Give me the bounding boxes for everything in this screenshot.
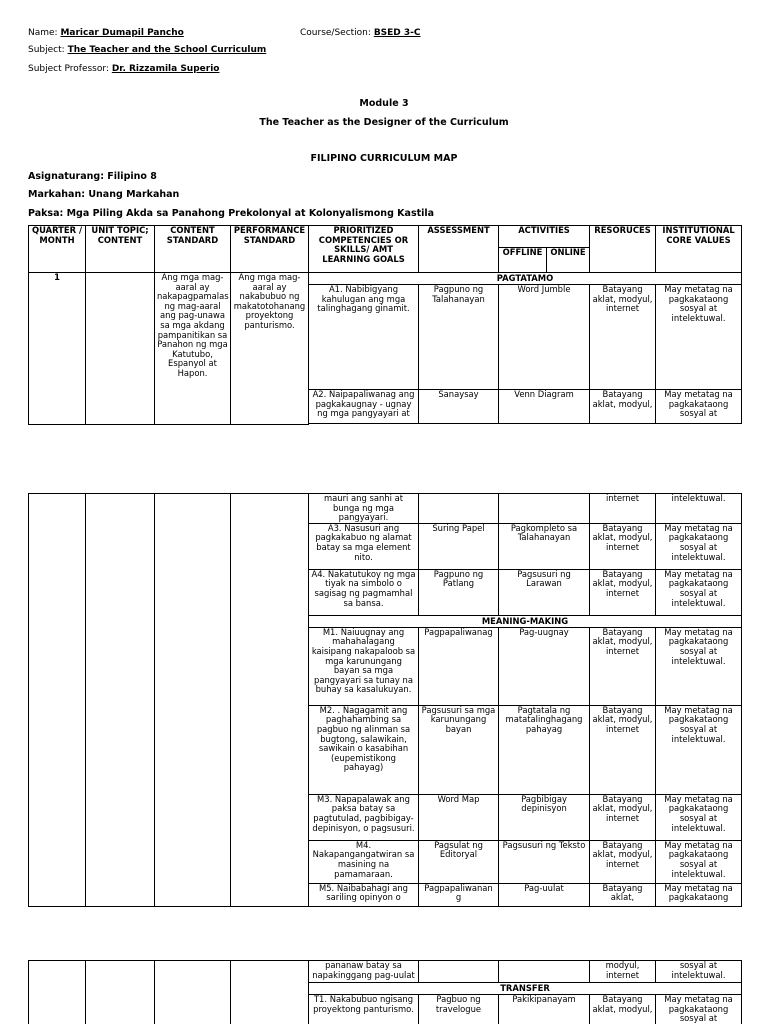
resources-cell: Batayang aklat, modyul, internet: [590, 705, 656, 794]
competency-cell: M1. Naiuugnay ang mahahalagang kaisipang nakapaloob sa mga karunungang bayan sa mga pangyayari sa tunay na buhay sa kasalukuyan.: [309, 627, 419, 705]
resources-cell: Batayang aklat, modyul, internet: [590, 569, 656, 615]
content-standard-cell: [155, 961, 231, 1024]
activity-cell: Pagbibigay depinisyon: [499, 794, 590, 840]
student-name: Maricar Dumapil Pancho: [60, 28, 184, 38]
professor-name: Dr. Rizzamila Superio: [111, 64, 220, 74]
curriculum-map-title: FILIPINO CURRICULUM MAP: [310, 153, 458, 164]
resources-cell: internet: [590, 494, 656, 524]
header-online: ONLINE: [547, 248, 590, 273]
curriculum-table-page-2: [28, 493, 742, 907]
section-meaning-making: MEANING-MAKING: [309, 615, 742, 627]
quarter-cell: 1: [29, 273, 86, 425]
core-values-cell: May metatag na pagkakataong sosyal at intelektuwal.: [656, 285, 742, 390]
subject-label: Subject:: [28, 45, 65, 55]
performance-standard-cell: [231, 494, 309, 907]
core-values-cell: May metatag na pagkakataong sosyal at: [656, 995, 742, 1024]
competency-cell: mauri ang sanhi at bunga ng mga pangyayari.: [309, 494, 419, 524]
activity-cell: [499, 494, 590, 524]
competency-cell: M3. Napapalawak ang paksa batay sa pagtutulad, pagbibigay-depinisyon, o pagsusuri.: [309, 794, 419, 840]
curriculum-table-page-3: [28, 960, 742, 1024]
header-resources: RESORUCES: [590, 226, 656, 273]
header-unit-topic: UNIT TOPIC; CONTENT: [86, 226, 155, 273]
competency-cell: A4. Nakatutukoy ng mga tiyak na simbolo o sagisag ng pagmamhal sa bansa.: [309, 569, 419, 615]
resources-cell: Batayang aklat, modyul, internet: [590, 523, 656, 569]
content-standard-cell: [155, 494, 231, 907]
quarter-cell: [29, 494, 86, 907]
core-values-cell: May metatag na pagkakataong sosyal at intelektuwal.: [656, 705, 742, 794]
asignatura: Asignaturang: Filipino 8: [28, 171, 157, 182]
core-values-cell: intelektuwal.: [656, 494, 742, 524]
assessment-cell: Sanaysay: [419, 390, 499, 424]
competency-cell: A3. Nasusuri ang pagkakabuo ng alamat batay sa mga element nito.: [309, 523, 419, 569]
competency-cell: M4. Nakapangangatwiran sa masining na pamamaraan.: [309, 840, 419, 883]
core-values-cell: May metatag na pagkakataong sosyal at intelektuwal.: [656, 569, 742, 615]
course-line: [300, 28, 421, 39]
module-title: The Teacher as the Designer of the Curriculum: [259, 117, 509, 128]
assessment-cell: Pagpuno ng Talahanayan: [419, 285, 499, 390]
activity-cell: Pagsusuri ng Teksto: [499, 840, 590, 883]
header-activities: ACTIVITIES: [499, 226, 590, 248]
name-line: [28, 28, 184, 39]
professor-label: Subject Professor:: [28, 64, 109, 74]
activity-cell: [499, 961, 590, 983]
unit-topic-cell: [86, 494, 155, 907]
activity-cell: Pagsusuri ng Larawan: [499, 569, 590, 615]
competency-cell: T1. Nakabubuo ngisang proyektong panturismo.: [309, 995, 419, 1024]
competency-cell: M5. Naibabahagi ang sariling opinyon o: [309, 883, 419, 906]
activity-cell: Pag-uugnay: [499, 627, 590, 705]
core-values-cell: May metatag na pagkakataong sosyal at intelektuwal.: [656, 794, 742, 840]
competency-cell: pananaw batay sa napakinggang pag-uulat: [309, 961, 419, 983]
subject-name: The Teacher and the School Curriculum: [67, 45, 267, 55]
activity-cell: Word Jumble: [499, 285, 590, 390]
resources-cell: Batayang aklat, modyul, internet: [590, 840, 656, 883]
unit-topic-cell: [86, 961, 155, 1024]
section-pagtatamo: PAGTATAMO: [309, 273, 742, 285]
core-values-cell: sosyal at intelektuwal.: [656, 961, 742, 983]
activity-cell: Pakikipanayam: [499, 995, 590, 1024]
module-number: Module 3: [359, 98, 409, 109]
core-values-cell: May metatag na pagkakataong: [656, 883, 742, 906]
header-assessment: ASSESSMENT: [419, 226, 499, 273]
resources-cell: Batayang aklat, modyul, internet: [590, 794, 656, 840]
assessment-cell: [419, 961, 499, 983]
header-competencies: PRIORITIZED COMPETENCIES OR SKILLS/ AMT LEARNING GOALS: [309, 226, 419, 273]
assessment-cell: Pagbuo ng travelogue: [419, 995, 499, 1024]
resources-cell: Batayang aklat, modyul,: [590, 995, 656, 1024]
subject-line: [28, 45, 266, 56]
header-core-values: INSTITUTIONAL CORE VALUES: [656, 226, 742, 273]
quarter-cell: [29, 961, 86, 1024]
assessment-cell: [419, 494, 499, 524]
assessment-cell: Pagpapaliwanan g: [419, 883, 499, 906]
name-label: Name:: [28, 28, 58, 38]
header-offline: OFFLINE: [499, 248, 547, 273]
assessment-cell: Suring Papel: [419, 523, 499, 569]
course-section: BSED 3-C: [373, 28, 421, 38]
competency-cell: A1. Nabibigyang kahulugan ang mga talinghagang ginamit.: [309, 285, 419, 390]
header-content-standard: CONTENT STANDARD: [155, 226, 231, 273]
assessment-cell: Pagsusuri sa mga karunungang bayan: [419, 705, 499, 794]
performance-standard-cell: [231, 961, 309, 1024]
resources-cell: Batayang aklat,: [590, 883, 656, 906]
unit-topic-cell: [86, 273, 155, 425]
course-label: Course/Section:: [300, 28, 371, 38]
competency-cell: A2. Naipapaliwanag ang pagkakaugnay - ugnay ng mga pangyayari at: [309, 390, 419, 424]
section-transfer: TRANSFER: [309, 983, 742, 995]
curriculum-table-page-1: [28, 225, 742, 425]
core-values-cell: May metatag na pagkakataong sosyal at intelektuwal.: [656, 840, 742, 883]
markahan: Markahan: Unang Markahan: [28, 189, 180, 200]
competency-cell: M2. . Nagagamit ang paghahambing sa pagbuo ng alinman sa bugtong, salawikain, sawikain o kasabihan (eupemistikong pahayag): [309, 705, 419, 794]
assessment-cell: Pagsulat ng Editoryal: [419, 840, 499, 883]
header-performance-standard: PERFORMANCE STANDARD: [231, 226, 309, 273]
activity-cell: Pag-uulat: [499, 883, 590, 906]
header-quarter: QUARTER / MONTH: [29, 226, 86, 273]
resources-cell: Batayang aklat, modyul, internet: [590, 285, 656, 390]
activity-cell: Pagtatala ng matatalinghagang pahayag: [499, 705, 590, 794]
assessment-cell: Pagpapaliwanag: [419, 627, 499, 705]
assessment-cell: Pagpuno ng Patlang: [419, 569, 499, 615]
content-standard-cell: Ang mga mag-aaral ay nakapagpamalas ng mag-aaral ang pag-unawa sa mga akdang pampanitikan sa Panahon ng mga Katutubo, Espanyol at Hapon.: [155, 273, 231, 425]
core-values-cell: May metatag na pagkakataong sosyal at: [656, 390, 742, 424]
resources-cell: Batayang aklat, modyul,: [590, 390, 656, 424]
performance-standard-cell: Ang mga mag-aaral ay nakabubuo ng makatotohanang proyektong panturismo.: [231, 273, 309, 425]
paksa: Paksa: Mga Piling Akda sa Panahong Prekolonyal at Kolonyalismong Kastila: [28, 208, 435, 219]
core-values-cell: May metatag na pagkakataong sosyal at intelektuwal.: [656, 523, 742, 569]
resources-cell: modyul, internet: [590, 961, 656, 983]
core-values-cell: May metatag na pagkakataong sosyal at intelektuwal.: [656, 627, 742, 705]
activity-cell: Pagkompleto sa Talahanayan: [499, 523, 590, 569]
professor-line: [28, 64, 219, 75]
assessment-cell: Word Map: [419, 794, 499, 840]
activity-cell: Venn Diagram: [499, 390, 590, 424]
resources-cell: Batayang aklat, modyul, internet: [590, 627, 656, 705]
